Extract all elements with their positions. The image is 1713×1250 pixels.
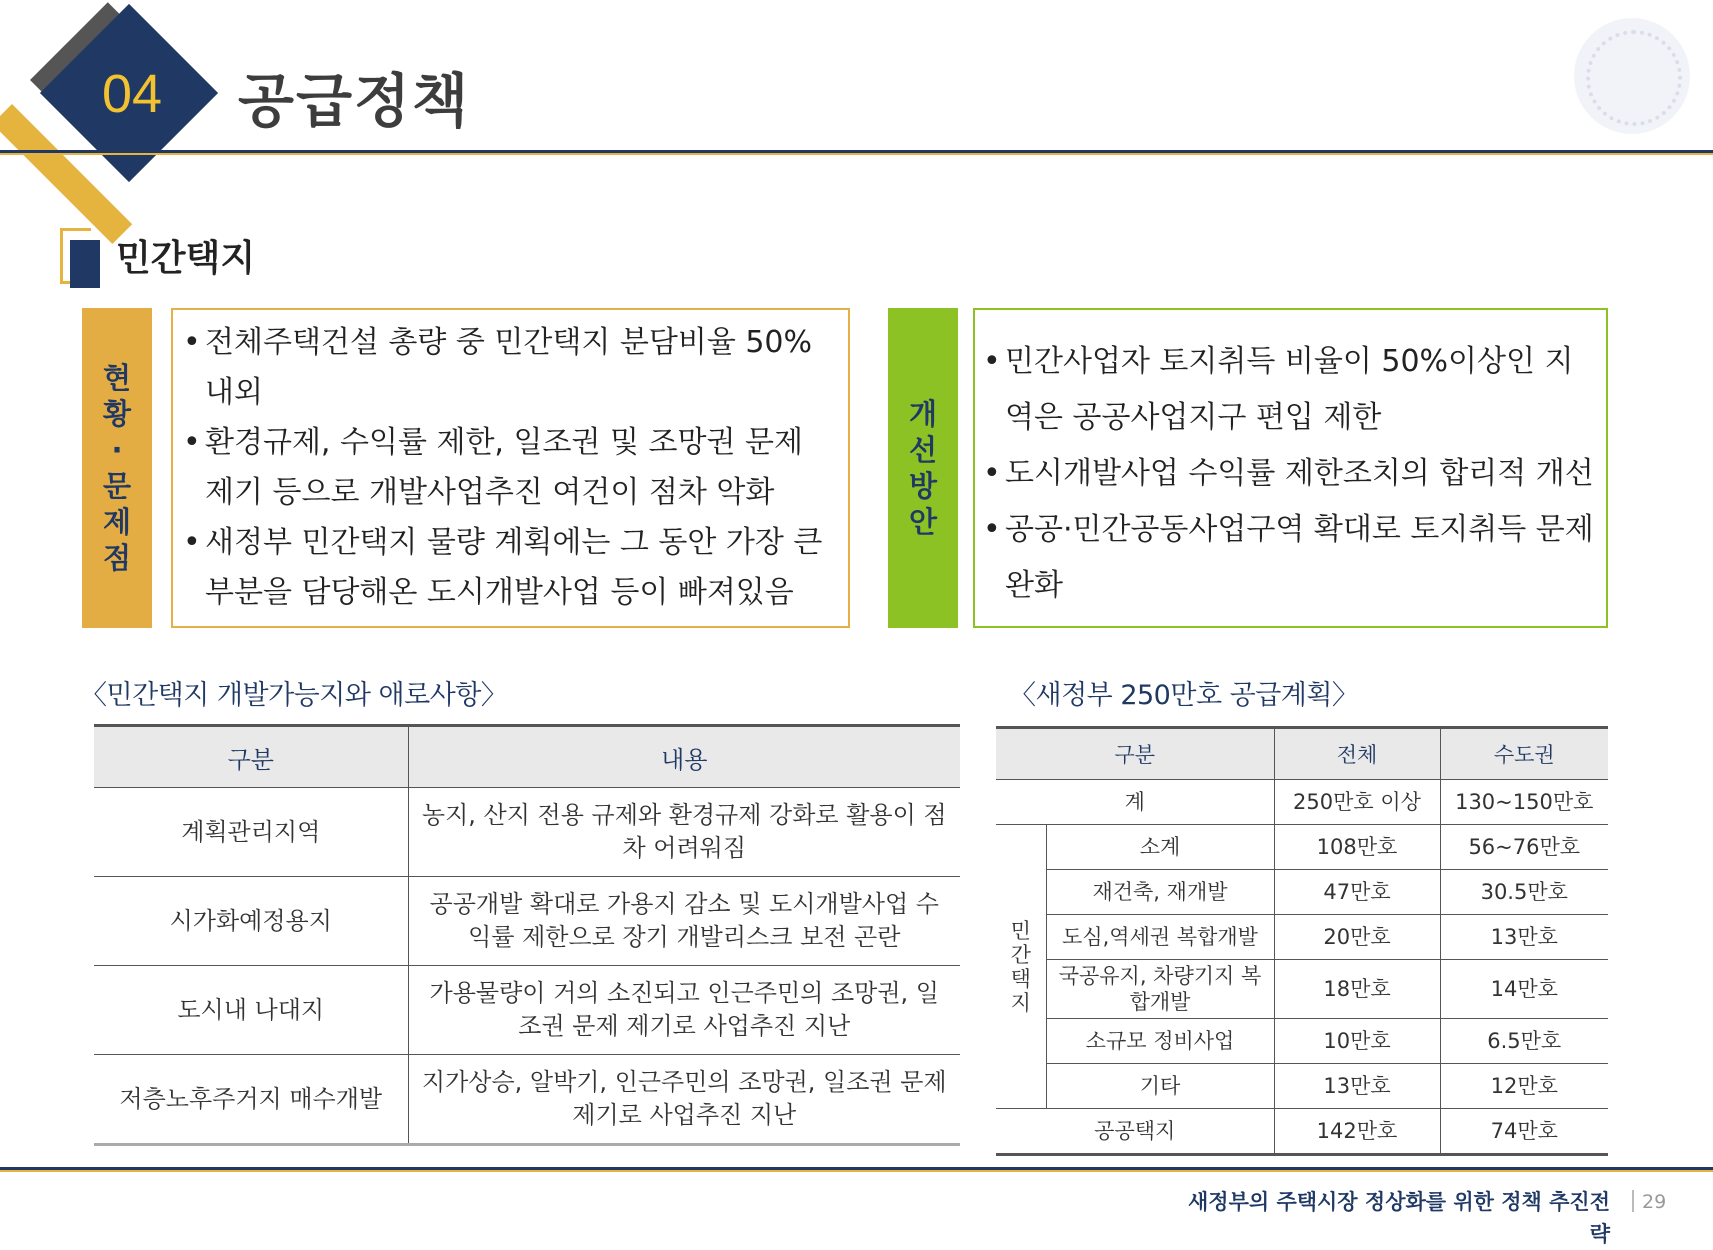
label-char: · [111,433,123,467]
bullet-item: • 전체주택건설 총량 중 민간택지 분담비율 50% 내외 [181,318,840,418]
content-cell: 지가상승, 알박기, 인근주민의 조망권, 일조권 문제 제기로 사업추진 지난 [408,1055,960,1145]
category-cell: 기타 [1046,1064,1274,1109]
group-label-char: 지 [1010,990,1031,1015]
page-number: 29 [1642,1191,1667,1213]
bullet-list [981,334,1600,614]
value-cell: 13만호 [1274,1064,1440,1109]
footer-divider-accent [0,1170,1713,1172]
table-row [996,960,1608,1019]
table-row [94,788,960,877]
value-cell: 74만호 [1440,1109,1608,1155]
label-char: 황 [102,397,131,431]
label-char: 개 [908,397,937,431]
bullet-item: • 도시개발사업 수익률 제한조치의 합리적 개선 [981,446,1600,502]
header-divider-accent [0,153,1713,155]
label-char: 안 [908,505,937,539]
column-header: 전체 [1274,728,1440,780]
emblem-watermark-icon [1574,18,1690,134]
value-cell: 12만호 [1440,1064,1608,1109]
supply-plan-table [996,726,1608,1156]
footer-title: 새정부의 주택시장 정상화를 위한 정책 추진전략 [1188,1190,1610,1246]
table-row [996,825,1608,870]
value-cell: 250만호 이상 [1274,780,1440,825]
column-header: 수도권 [1440,728,1608,780]
category-cell: 계 [996,780,1274,825]
category-cell: 공공택지 [996,1109,1274,1155]
table-header-row [94,726,960,788]
category-cell: 시가화예정용지 [94,877,408,966]
value-cell: 30.5만호 [1440,870,1608,915]
developable-land-table [94,724,960,1146]
status-problems-label [82,308,152,628]
table-row [94,877,960,966]
value-cell: 18만호 [1274,960,1440,1019]
value-cell: 130~150만호 [1440,780,1608,825]
category-cell: 국공유지, 차량기지 복합개발 [1046,960,1274,1019]
category-cell: 재건축, 재개발 [1046,870,1274,915]
column-header: 내용 [408,726,960,788]
left-table-caption: 〈민간택지 개발가능지와 애로사항〉 [80,680,508,711]
group-label-char: 택 [1010,966,1031,991]
label-char: 문 [102,469,131,503]
category-cell: 계획관리지역 [94,788,408,877]
section-title: 민간택지 [116,238,256,279]
bullet-item: • 민간사업자 토지취득 비율이 50%이상인 지역은 공공사업지구 편입 제한 [981,334,1600,446]
category-cell: 도시내 나대지 [94,966,408,1055]
label-char: 방 [908,469,937,503]
section-number: 04 [101,64,163,124]
footer-separator [1632,1190,1634,1212]
status-problems-box [171,308,850,628]
column-header: 구분 [94,726,408,788]
improvement-label [888,308,958,628]
category-cell: 저층노후주거지 매수개발 [94,1055,408,1145]
value-cell: 6.5만호 [1440,1019,1608,1064]
value-cell: 10만호 [1274,1019,1440,1064]
table-header-row [996,728,1608,780]
group-label-char: 민 [1010,918,1031,943]
value-cell: 20만호 [1274,915,1440,960]
label-char: 선 [908,433,937,467]
label-char: 제 [102,505,131,539]
table-row [996,870,1608,915]
private-land-group-label [996,825,1046,1109]
value-cell: 142만호 [1274,1109,1440,1155]
value-cell: 47만호 [1274,870,1440,915]
table-row [94,966,960,1055]
public-land-row [996,1109,1608,1155]
table-row [996,915,1608,960]
category-cell: 소규모 정비사업 [1046,1019,1274,1064]
section-marker-block [70,240,100,288]
category-cell: 도심,역세권 복합개발 [1046,915,1274,960]
value-cell: 108만호 [1274,825,1440,870]
improvement-box [973,308,1608,628]
right-table-caption: 〈새정부 250만호 공급계획〉 [1009,680,1359,711]
content-cell: 공공개발 확대로 가용지 감소 및 도시개발사업 수익률 제한으로 장기 개발리스크 보전 곤란 [408,877,960,966]
column-header: 구분 [996,728,1274,780]
value-cell: 13만호 [1440,915,1608,960]
category-cell: 소계 [1046,825,1274,870]
table-row [996,1019,1608,1064]
bullet-item: • 새정부 민간택지 물량 계획에는 그 동안 가장 큰 부분을 담당해온 도시개발사업 등이 빠져있음 [181,518,840,618]
content-cell: 가용물량이 거의 소진되고 인근주민의 조망권, 일조권 문제 제기로 사업추진 지난 [408,966,960,1055]
label-char: 현 [102,361,131,395]
value-cell: 14만호 [1440,960,1608,1019]
total-row [996,780,1608,825]
table-row [996,1064,1608,1109]
bullet-list [181,318,840,618]
content-cell: 농지, 산지 전용 규제와 환경규제 강화로 활용이 점차 어려워짐 [408,788,960,877]
bullet-item: • 환경규제, 수익률 제한, 일조권 및 조망권 문제 제기 등으로 개발사업추진 여건이 점차 악화 [181,418,840,518]
table-row [94,1055,960,1145]
group-label-char: 간 [1010,942,1031,967]
bullet-item: • 공공·민간공동사업구역 확대로 토지취득 문제 완화 [981,502,1600,614]
page-title: 공급정책 [238,67,471,135]
label-char: 점 [102,541,131,575]
value-cell: 56~76만호 [1440,825,1608,870]
